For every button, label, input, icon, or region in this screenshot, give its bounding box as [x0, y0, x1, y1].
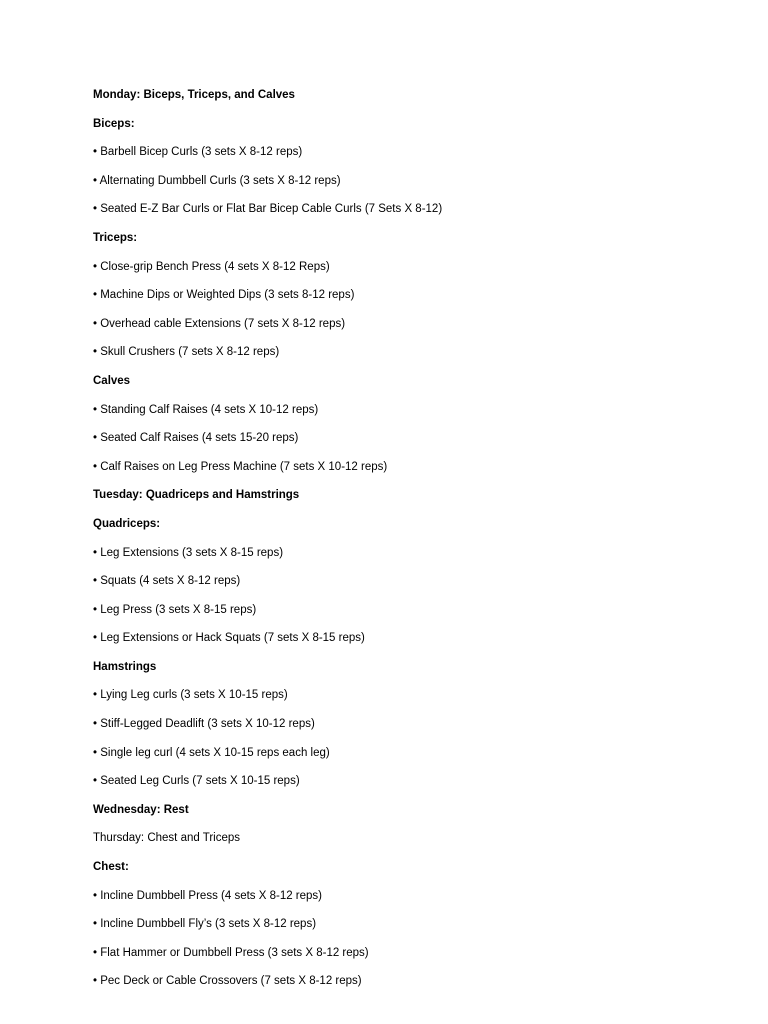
section-heading: Triceps:: [93, 231, 138, 244]
exercise-item: • Seated Calf Raises (4 sets 15-20 reps): [93, 432, 299, 445]
section-heading: Wednesday: Rest: [93, 803, 189, 816]
exercise-item: • Incline Dumbbell Fly’s (3 sets X 8-12 reps): [93, 918, 317, 931]
section-heading: Biceps:: [93, 117, 135, 130]
exercise-item: • Alternating Dumbbell Curls (3 sets X 8-12 reps): [93, 174, 341, 187]
exercise-item: • Seated Leg Curls (7 sets X 10-15 reps): [93, 775, 300, 788]
exercise-item: • Standing Calf Raises (4 sets X 10-12 reps): [93, 403, 319, 416]
day-heading: Thursday: Chest and Triceps: [93, 832, 241, 845]
exercise-item: • Leg Press (3 sets X 8-15 reps): [93, 603, 257, 616]
section-heading: Calves: [93, 374, 131, 387]
exercise-item: • Flat Hammer or Dumbbell Press (3 sets X 8-12 reps): [93, 946, 369, 959]
exercise-item: • Barbell Bicep Curls (3 sets X 8-12 reps): [93, 146, 303, 159]
exercise-item: • Calf Raises on Leg Press Machine (7 sets X 10-12 reps): [93, 460, 388, 473]
document-body: [93, 88, 733, 1003]
exercise-item: • Stiff-Legged Deadlift (3 sets X 10-12 reps): [93, 718, 315, 731]
section-heading: Quadriceps:: [93, 517, 161, 530]
section-heading: Chest:: [93, 861, 129, 874]
exercise-item: • Leg Extensions (3 sets X 8-15 reps): [93, 546, 284, 559]
exercise-item: • Leg Extensions or Hack Squats (7 sets X 8-15 reps): [93, 632, 365, 645]
exercise-item: • Seated E-Z Bar Curls or Flat Bar Bicep Cable Curls (7 Sets X 8-12): [93, 203, 443, 216]
exercise-item: • Squats (4 sets X 8-12 reps): [93, 575, 241, 588]
exercise-item: • Incline Dumbbell Press (4 sets X 8-12 reps): [93, 889, 323, 902]
section-heading: Monday: Biceps, Triceps, and Calves: [93, 89, 295, 101]
exercise-item: • Single leg curl (4 sets X 10-15 reps each leg): [93, 746, 330, 759]
exercise-item: • Overhead cable Extensions (7 sets X 8-12 reps): [93, 317, 346, 330]
exercise-item: • Machine Dips or Weighted Dips (3 sets 8-12 reps): [93, 289, 355, 302]
section-heading: Tuesday: Quadriceps and Hamstrings: [93, 489, 300, 502]
exercise-item: • Pec Deck or Cable Crossovers (7 sets X 8-12 reps): [93, 975, 362, 988]
exercise-item: • Lying Leg curls (3 sets X 10-15 reps): [93, 689, 288, 702]
exercise-item: • Close-grip Bench Press (4 sets X 8-12 Reps): [93, 260, 330, 273]
section-heading: Hamstrings: [93, 660, 157, 673]
exercise-item: • Skull Crushers (7 sets X 8-12 reps): [93, 346, 280, 359]
